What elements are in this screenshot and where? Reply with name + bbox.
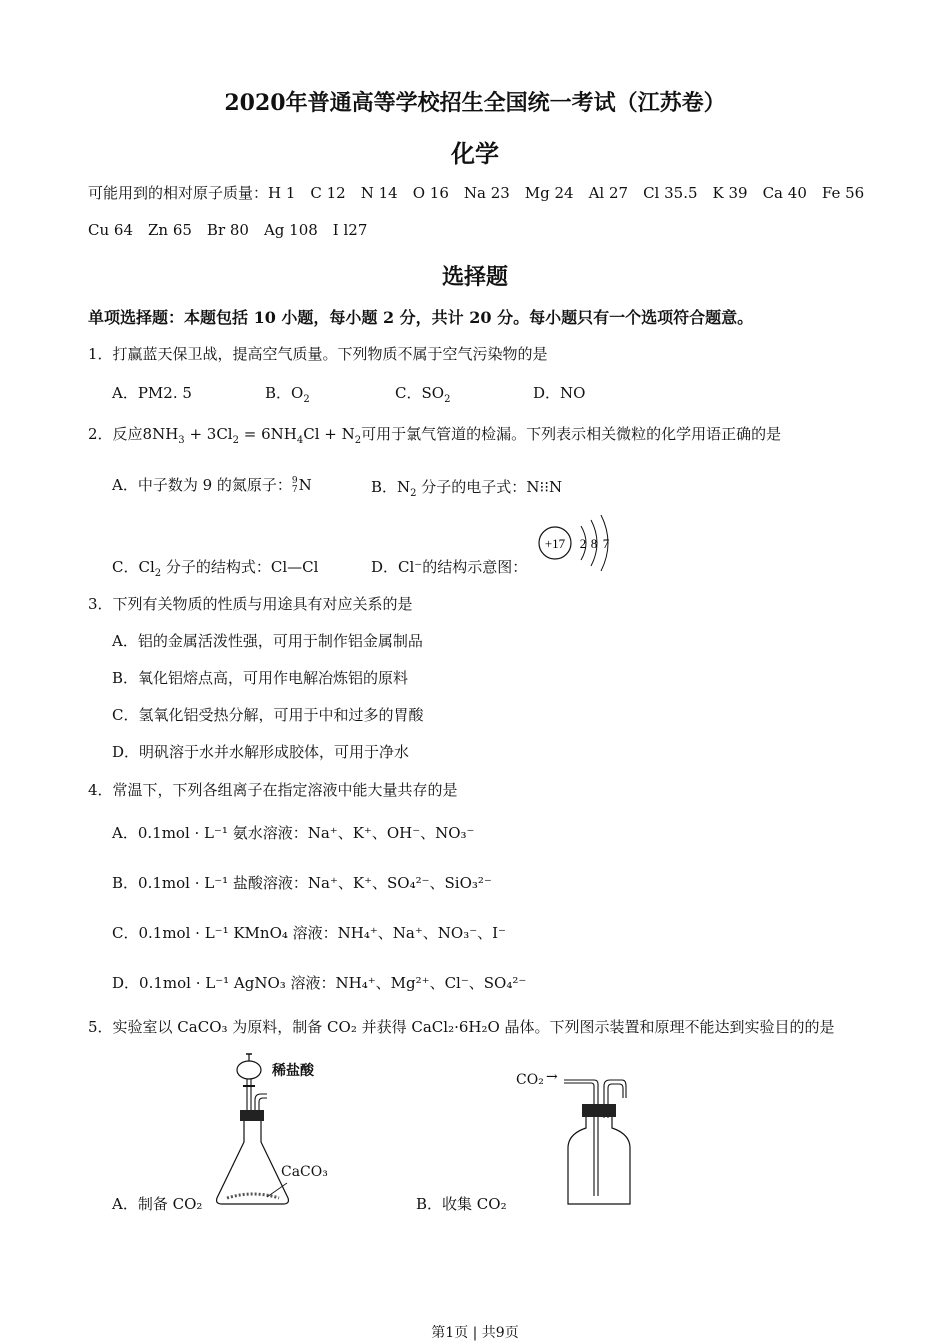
exam-title: 2020年普通高等学校招生全国统一考试（江苏卷） [224, 90, 726, 116]
figure-a-caption: A．制备 CO₂ [112, 1195, 203, 1213]
question-1-option-a: A．PM2. 5 [112, 384, 192, 402]
question-3-stem: 3．下列有关物质的性质与用途具有对应关系的是 [88, 595, 413, 613]
question-2-option-a: A．中子数为 9 的氮原子： 9 7 N [112, 476, 312, 495]
atomic-masses-line1: 可能用到的相对原子质量：H 1 C 12 N 14 O 16 Na 23 Mg 24 Al 27 Cl 35.5 K 39 Ca 40 Fe 56 [88, 184, 865, 202]
question-1-option-c: C．$SO_2$ [395, 384, 451, 405]
question-3-option-b: B．氧化铝熔点高，可用作电解冶炼铝的原料 [112, 669, 409, 687]
figure-a-acid-label: 稀盐酸 [272, 1063, 314, 1079]
reaction-equation: $8NH_3 + 3Cl_2 = 6NH_4Cl + N_2$ [142, 425, 362, 446]
nuclide-notation: 9 7 [291, 476, 298, 495]
subject-title: 化学 [451, 139, 499, 168]
question-1-option-d: D．NO [533, 384, 586, 402]
question-4-option-a: A．0.1mol · L⁻¹ 氨水溶液：Na⁺、K⁺、OH⁻、NO₃⁻ [112, 824, 475, 842]
conical-flask [217, 1121, 289, 1204]
gas-arrow-icon: → [546, 1069, 558, 1085]
question-3-option-d: D．明矾溶于水并水解形成胶体，可用于净水 [112, 743, 410, 761]
section-instruction: 单项选择题：本题包括 10 小题，每小题 2 分，共计 20 分。每小题只有一个选项符合题意。 [88, 308, 754, 327]
question-2-stem: 2．反应$8NH_3 + 3Cl_2 = 6NH_4Cl + N_2$可用于氯气管道的检漏。下列表示相关微粒的化学用语正确的是 [88, 425, 782, 446]
question-2-option-c: C．$Cl_2$ 分子的结构式：Cl—Cl [112, 558, 319, 579]
shell-1-count: 2 [579, 536, 587, 551]
delivery-tube [255, 1094, 267, 1112]
rubber-stopper [240, 1110, 264, 1121]
question-3-option-a: A．铝的金属活泼性强，可用于制作铝金属制品 [112, 632, 423, 650]
bottle-stopper [582, 1104, 616, 1117]
figure-b-caption: B．收集 CO₂ [416, 1195, 507, 1213]
question-4-option-d: D．0.1mol · L⁻¹ AgNO₃ 溶液：NH₄⁺、Mg²⁺、Cl⁻、SO₄²⁻ [112, 974, 527, 992]
calcium-carbonate-solid [227, 1194, 279, 1198]
question-2-option-d: D．Cl⁻的结构示意图： [371, 558, 528, 576]
figure-b-gas-collection-bottle [560, 1068, 640, 1210]
question-5-stem: 5．实验室以 CaCO₃ 为原料，制备 CO₂ 并获得 CaCl₂·6H₂O 晶体。下列图示装置和原理不能达到实验目的的是 [88, 1018, 835, 1036]
figure-a-solid-label: CaCO₃ [281, 1164, 328, 1180]
inlet-tube [564, 1080, 598, 1196]
atomic-masses-line2: Cu 64 Zn 65 Br 80 Ag 108 I l27 [88, 221, 368, 239]
figure-b-gas-label: CO₂ [516, 1072, 544, 1088]
question-4-option-c: C．0.1mol · L⁻¹ KMnO₄ 溶液：NH₄⁺、Na⁺、NO₃⁻、I⁻ [112, 924, 506, 942]
nucleus-charge: +17 [544, 536, 566, 551]
question-4-stem: 4．常温下，下列各组离子在指定溶液中能大量共存的是 [88, 781, 458, 799]
section-title: 选择题 [441, 264, 508, 290]
question-3-option-c: C．氢氧化铝受热分解，可用于中和过多的胃酸 [112, 706, 424, 724]
shell-2-count: 8 [590, 536, 598, 551]
shell-3-count: 7 [602, 536, 610, 551]
separatory-funnel-bulb [237, 1061, 261, 1079]
electron-formula: N⁝⁝N [526, 478, 563, 496]
chloride-ion-structure-diagram [535, 512, 625, 574]
question-1-stem: 1．打赢蓝天保卫战，提高空气质量。下列物质不属于空气污染物的是 [88, 345, 548, 363]
question-1-option-b: B．$O_2$ [265, 384, 310, 405]
gas-bottle [568, 1117, 630, 1204]
page-footer: 第1页 | 共9页 [431, 1325, 519, 1341]
question-4-option-b: B．0.1mol · L⁻¹ 盐酸溶液：Na⁺、K⁺、SO₄²⁻、SiO₃²⁻ [112, 874, 492, 892]
question-2-option-b: B．$N_2$ 分子的电子式：N⁝⁝N [371, 478, 563, 499]
